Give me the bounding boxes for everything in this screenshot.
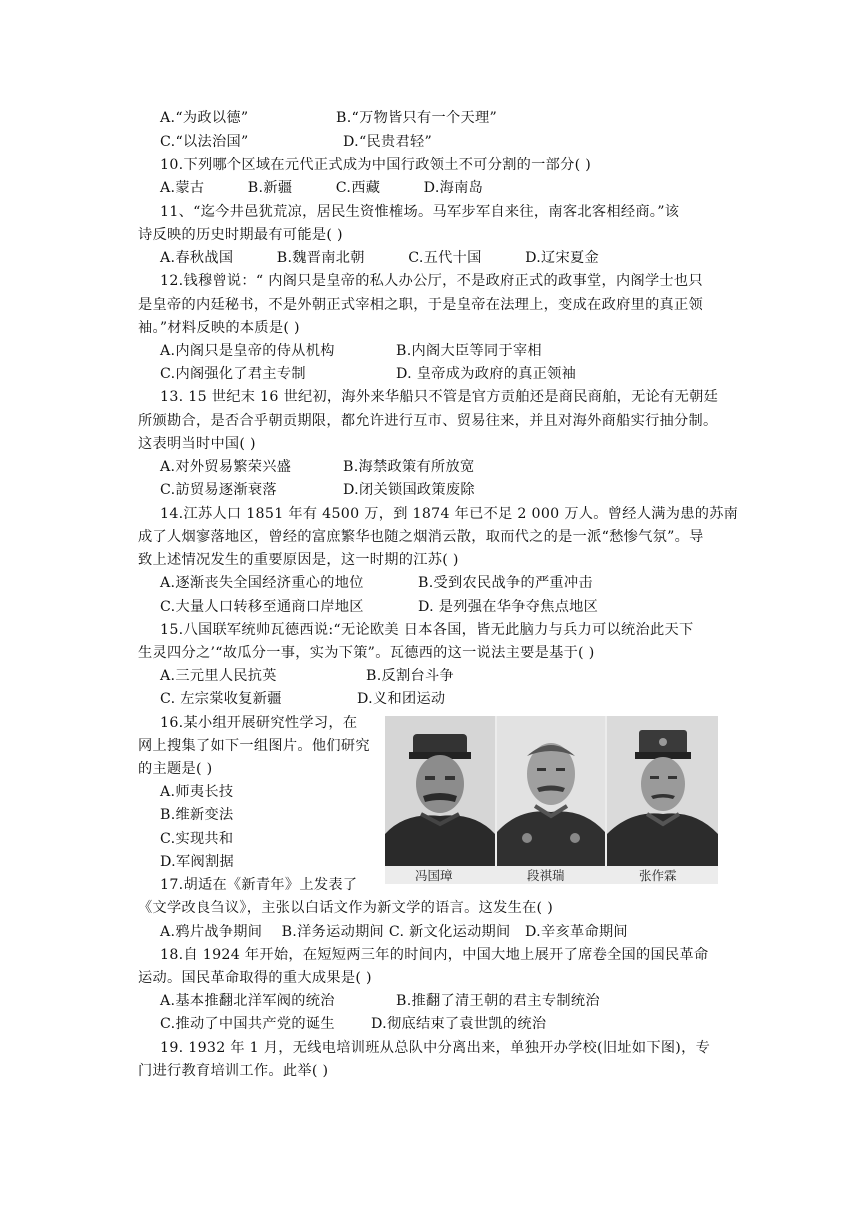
q13-option-b: B.海禁政策有所放宽 [343,459,475,475]
q17-options: A.鸦片战争期间 B.洋务运动期间 C. 新文化运动期间 D.辛亥革命期间 [160,924,628,940]
q19-stem-line2: 门进行教育培训工作。此举( ) [138,1063,329,1079]
q13-option-c: C.訪贸易逐渐衰落 [160,482,277,498]
q16-photo-group [385,716,718,884]
q14-stem-line2: 成了人烟寥落地区，曾经的富庶繁华也随之烟消云散，取而代之的是一派“愁惨气氛”。导 [138,529,704,545]
q15-stem-line2: 生灵四分之’“故瓜分一事，实为下策”。瓦德西的这一说法主要是基于( ) [138,645,595,661]
q13-stem-line3: 这表明当时中国( ) [138,436,256,452]
photo-caption-1: 冯国璋 [415,868,453,883]
q16-stem-line2: 网上搜集了如下一组图片。他们研究 [138,738,370,754]
q16-stem-line1: 16.某小组开展研究性学习，在 [160,715,358,731]
q16-option-c: C.实现共和 [160,831,234,847]
q15-option-d: D.义和团运动 [357,691,446,707]
q13-option-d: D.闭关锁国政策废除 [343,482,475,498]
q14-option-a: A.逐渐丧失全国经济重心的地位 [160,575,364,591]
q14-option-d: D. 是列强在华争夺焦点地区 [418,599,599,615]
q12-option-a: A.内阁只是皇帝的侍从机构 [160,343,335,359]
q18-stem-line2: 运动。国民革命取得的重大成果是( ) [138,970,372,986]
portrait-photo-3 [607,716,718,866]
q18-option-d: D.彻底结束了袁世凯的统治 [371,1016,547,1032]
q10-stem: 10.下列哪个区域在元代正式成为中国行政领土不可分割的一部分( ) [160,157,592,173]
photo-caption-2: 段祺瑞 [527,868,565,883]
q16-option-b: B.维新变法 [160,807,234,823]
q16-option-d: D.军阀割据 [160,854,234,870]
q12-option-c: C.内阁强化了君主专制 [160,366,306,382]
q18-option-c: C.推动了中国共产党的诞生 [160,1016,335,1032]
portrait-photo-1 [385,716,495,866]
q9-option-d: D.“民贵君轻” [343,134,433,150]
q18-option-a: A.基本推翻北洋军阀的统治 [160,993,335,1009]
q14-stem-line3: 致上述情况发生的重要原因是，这一时期的江苏( ) [138,552,459,568]
q9-option-a: A.“为政以德” [160,110,249,126]
q9-option-b: B.“万物皆只有一个天理” [336,110,498,126]
q17-stem-line2: 《文学改良刍议》，主张以白话文作为新文学的语言。这发生在( ) [138,900,554,916]
q13-option-a: A.对外贸易繁荣兴盛 [160,459,292,475]
q12-option-d: D. 皇帝成为政府的真正领袖 [396,366,577,382]
q14-stem-line1: 14.江苏人口 1851 年有 4500 万，到 1874 年已不足 2 000 万人。曾经人满为患的苏南 [160,506,739,522]
q15-option-b: B.反割台斗争 [366,668,454,684]
portrait-photo-2 [497,716,605,866]
q17-stem-line1: 17.胡适在《新青年》上发表了 [160,877,358,893]
q14-option-c: C.大量人口转移至通商口岸地区 [160,599,364,615]
q10-options: A.蒙古 B.新疆 C.西藏 D.海南岛 [160,180,484,196]
q12-stem-line1: 12.钱穆曾说：“ 内阁只是皇帝的私人办公厅，不是政府正式的政事堂，内阁学士也只 [160,273,703,289]
q11-options: A.春秋战国 B.魏晋南北朝 C.五代十国 D.辽宋夏金 [160,250,600,266]
q11-stem-line2: 诗反映的历史时期最有可能是( ) [138,227,343,243]
q12-stem-line3: 袖。”材料反映的本质是( ) [138,320,300,336]
q11-stem-line1: 11、“迄今井邑犹荒凉，居民生资惟榷场。马军步军自来往，南客北客相经商。”该 [160,204,680,220]
q18-stem-line1: 18.自 1924 年开始，在短短两三年的时间内，中国大地上展开了席卷全国的国民革命 [160,947,709,963]
q16-option-a: A.师夷长技 [160,784,234,800]
q16-stem-line3: 的主题是( ) [138,761,213,777]
q12-option-b: B.内阁大臣等同于宰相 [396,343,542,359]
photo-caption-3: 张作霖 [639,868,677,883]
q15-option-c: C. 左宗棠收复新疆 [160,691,282,707]
q9-option-c: C.“以法治国” [160,134,249,150]
q15-stem-line1: 15.八国联军统帅瓦德西说:“无论欧美 日本各国，皆无此脑力与兵力可以统治此天下 [160,622,694,638]
q12-stem-line2: 是皇帝的内廷秘书，不是外朝正式宰相之职，于是皇帝在法理上，变成在政府里的真正领 [138,297,704,313]
q13-stem-line1: 13. 15 世纪末 16 世纪初，海外来华船只不管是官方贡舶还是商民商舶，无论有无朝廷 [160,389,719,405]
q14-option-b: B.受到农民战争的严重冲击 [418,575,593,591]
q15-option-a: A.三元里人民抗英 [160,668,277,684]
q13-stem-line2: 所颁勘合，是否合乎朝贡期限，都允许进行互市、贸易往来，并且对海外商船实行抽分制。 [138,413,718,429]
q19-stem-line1: 19. 1932 年 1 月，无线电培训班从总队中分离出来，单独开办学校(旧址如下图)，专 [160,1040,711,1056]
q18-option-b: B.推翻了清王朝的君主专制统治 [396,993,600,1009]
